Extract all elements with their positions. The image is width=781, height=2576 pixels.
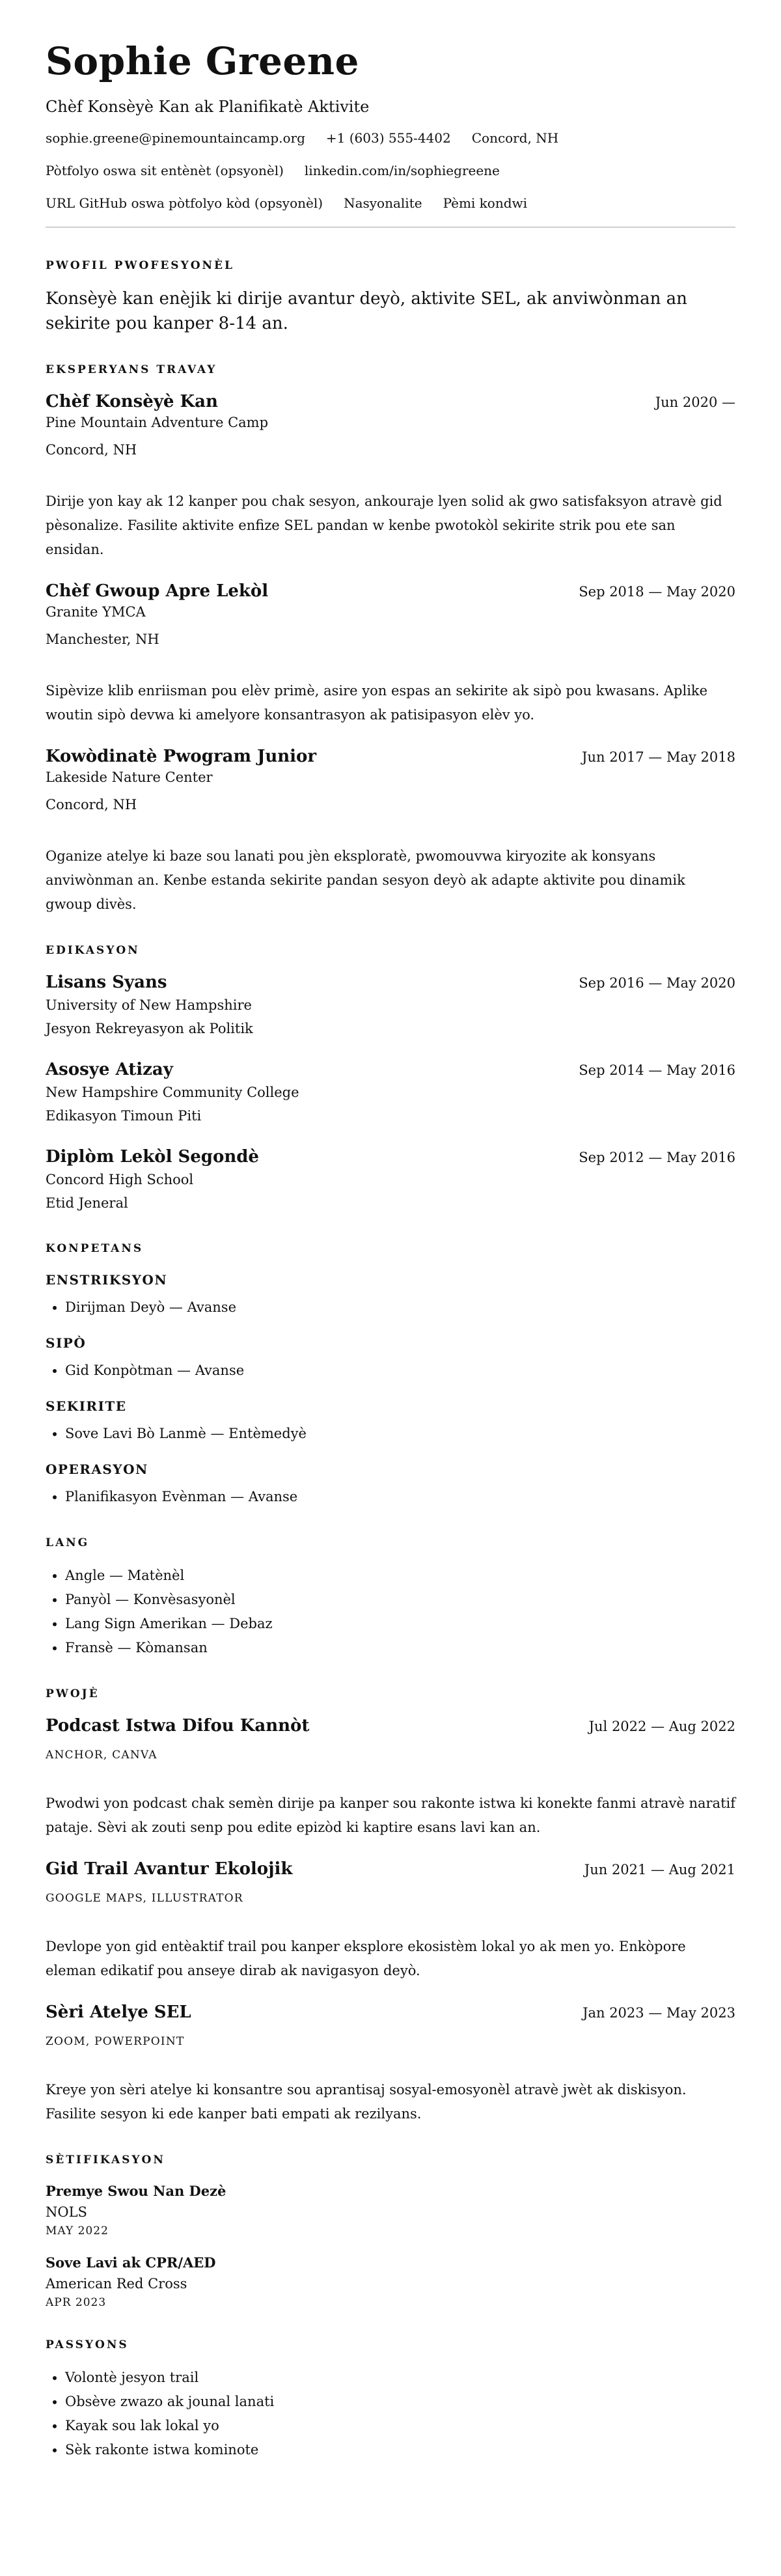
certification-name: Sove Lavi ak CPR/AED [46, 2254, 216, 2271]
job-dates: Jun 2020 — [655, 395, 735, 410]
project-title: Podcast Istwa Difou Kannòt [46, 1716, 310, 1736]
section-heading-education: EDIKASYON [46, 944, 140, 957]
project-tools: ZOOM, POWERPOINT [46, 2035, 185, 2048]
project-title: Sèri Atelye SEL [46, 2002, 191, 2022]
skill-item: • Gid Konpòtman — Avanse [65, 1359, 735, 1383]
language-item: • Fransè — Kòmansan [65, 1636, 735, 1660]
job-organization: Granite YMCA [46, 604, 146, 620]
job-dates: Jun 2017 — May 2018 [582, 749, 735, 765]
project-dates: Jun 2021 — Aug 2021 [584, 1862, 735, 1877]
degree-title: Diplòm Lekòl Segondè [46, 1147, 259, 1167]
skill-group [46, 1459, 735, 1509]
certifications-section [46, 2152, 735, 2311]
interest-item: • Obsève zwazo ak jounal lanati [65, 2390, 735, 2414]
project-description: Devlope yon gid entèaktif trail pou kanper eksplore ekosistèm lokal yo ak men yo. Enkòpore eleman edikatif pou anseye dirab ak navigasyon deyò. [46, 1939, 686, 1978]
certification-name: Premye Swou Nan Dezè [46, 2183, 226, 2199]
candidate-name: Sophie Greene [46, 39, 359, 83]
school-name: New Hampshire Community College [46, 1085, 299, 1100]
experience-item [46, 391, 735, 562]
section-heading-languages: LANG [46, 1536, 90, 1549]
interests-section [46, 2337, 735, 2462]
resume-header [46, 38, 735, 212]
section-heading-summary: PWOFIL PWOFESYONÈL [46, 259, 234, 272]
degree-title: Lisans Syans [46, 973, 167, 992]
certification-date: APR 2023 [46, 2296, 107, 2309]
language-item: • Lang Sign Amerikan — Debaz [65, 1612, 735, 1636]
education-item [46, 1059, 735, 1128]
education-dates: Sep 2012 — May 2016 [579, 1150, 735, 1165]
certification-item [46, 2252, 735, 2311]
contact-portfolio[interactable]: Pòtfolyo oswa sit entènèt (opsyonèl) [46, 163, 284, 178]
skill-group-title: SEKIRITE [46, 1398, 127, 1414]
job-title: Chèf Konsèyè Kan [46, 392, 218, 411]
header-divider [46, 227, 735, 228]
project-dates: Jan 2023 — May 2023 [582, 2005, 735, 2021]
job-location: Manchester, NH [46, 631, 159, 647]
education-dates: Sep 2014 — May 2016 [579, 1062, 735, 1078]
language-item: • Panyòl — Konvèsasyonèl [65, 1588, 735, 1612]
summary-text: Konsèyè kan enèjik ki dirije avantur deyò, aktivite SEL, ak anviwònman an sekirite pou kanper 8-14 an. [46, 289, 687, 333]
skill-item: • Sove Lavi Bò Lanmè — Entèmedyè [65, 1422, 735, 1446]
skill-item: • Planifikasyon Evènman — Avanse [65, 1485, 735, 1509]
section-heading-experience: EKSPERYANS TRAVAY [46, 363, 217, 376]
job-title: Chèf Gwoup Apre Lekòl [46, 581, 269, 601]
project-description: Pwodwi yon podcast chak semèn dirije pa kanper sou rakonte istwa ki konekte fanmi atravè naratif pataje. Sèvi ak zouti senp pou edite epizòd ki kaptire esans lavi kan an. [46, 1795, 735, 1835]
section-heading-certifications: SÈTIFIKASYON [46, 2154, 165, 2167]
skills-section [46, 1241, 735, 1509]
job-organization: Lakeside Nature Center [46, 769, 213, 785]
education-dates: Sep 2016 — May 2020 [579, 975, 735, 991]
project-tools: GOOGLE MAPS, ILLUSTRATOR [46, 1892, 243, 1905]
skill-group-title: ENSTRIKSYON [46, 1272, 168, 1288]
contact-info [46, 129, 735, 212]
skill-group [46, 1269, 735, 1320]
projects-section [46, 1686, 735, 2126]
skill-group [46, 1333, 735, 1383]
experience-item [46, 580, 735, 727]
job-organization: Pine Mountain Adventure Camp [46, 415, 269, 430]
certification-date: MAY 2022 [46, 2224, 109, 2237]
skill-item: • Dirijman Deyò — Avanse [65, 1295, 735, 1320]
project-item [46, 1715, 735, 1840]
project-item [46, 1858, 735, 1983]
experience-item [46, 745, 735, 917]
language-item: • Angle — Matènèl [65, 1564, 735, 1588]
job-description: Sipèvize klib enriisman pou elèv primè, asire yon espas an sekirite ak sipò pou kwasans. Aplike woutin sipò devwa ki amelyore konsantrasyon ak patisipasyon elèv yo. [46, 683, 708, 723]
interests-list [46, 2366, 735, 2462]
job-location: Concord, NH [46, 442, 137, 458]
contact-linkedin[interactable]: linkedin.com/in/sophiegreene [304, 163, 500, 178]
interest-item: • Kayak sou lak lokal yo [65, 2414, 735, 2438]
education-item [46, 1146, 735, 1215]
project-title: Gid Trail Avantur Ekolojik [46, 1859, 293, 1879]
job-dates: Sep 2018 — May 2020 [579, 584, 735, 600]
project-tools: ANCHOR, CANVA [46, 1749, 158, 1762]
contact-phone[interactable]: +1 (603) 555-4402 [325, 130, 451, 146]
interest-item: • Sèk rakonte istwa kominote [65, 2438, 735, 2462]
section-heading-projects: PWOJÈ [46, 1687, 100, 1700]
contact-location: Concord, NH [471, 130, 559, 146]
summary-section [46, 258, 735, 336]
certification-issuer: NOLS [46, 2204, 87, 2220]
project-item [46, 2001, 735, 2126]
section-heading-interests: PASSYONS [46, 2338, 129, 2351]
contact-email[interactable]: sophie.greene@pinemountaincamp.org [46, 130, 305, 146]
school-name: Concord High School [46, 1172, 194, 1187]
certification-issuer: American Red Cross [46, 2276, 187, 2292]
education-item [46, 971, 735, 1040]
study-field: Jesyon Rekreyasyon ak Politik [46, 1021, 253, 1036]
study-field: Etid Jeneral [46, 1195, 128, 1211]
section-heading-skills: KONPETANS [46, 1242, 144, 1255]
skill-group [46, 1396, 735, 1446]
contact-github[interactable]: URL GitHub oswa pòtfolyo kòd (opsyonèl) [46, 195, 323, 211]
job-location: Concord, NH [46, 797, 137, 812]
school-name: University of New Hampshire [46, 997, 252, 1013]
job-description: Oganize atelye ki baze sou lanati pou jèn eksploratè, pwomouvwa kiryozite ak konsyans anviwònman an. Kenbe estanda sekirite pandan sesyon deyò ak adapte aktivite pou dinamik gwoup divès. [46, 848, 685, 912]
education-section [46, 943, 735, 1215]
job-title: Kowòdinatè Pwogram Junior [46, 747, 317, 766]
languages-section [46, 1535, 735, 1660]
candidate-title: Chèf Konsèyè Kan ak Planifikatè Aktivite [46, 98, 370, 116]
project-description: Kreye yon sèri atelye ki konsantre sou aprantisaj sosyal-emosyonèl atravè jwèt ak diskisyon. Fasilite sesyon ki ede kanper bati empati ak rezilyans. [46, 2082, 687, 2122]
skill-group-title: SIPÒ [46, 1335, 87, 1351]
experience-section [46, 362, 735, 917]
project-dates: Jul 2022 — Aug 2022 [588, 1719, 735, 1734]
languages-list [46, 1564, 735, 1660]
study-field: Edikasyon Timoun Piti [46, 1108, 202, 1124]
contact-nationality: Nasyonalite [344, 195, 422, 211]
job-description: Dirije yon kay ak 12 kanper pou chak sesyon, ankouraje lyen solid ak gwo satisfaksyon atravè gid pèsonalize. Fasilite aktivite enfize SEL pandan w kenbe pwotokòl sekirite strik pou ete san ensidan. [46, 493, 722, 557]
certification-item [46, 2181, 735, 2239]
contact-license: Pèmi kondwi [443, 195, 528, 211]
degree-title: Asosye Atizay [46, 1060, 173, 1079]
skill-group-title: OPERASYON [46, 1461, 148, 1477]
interest-item: • Volontè jesyon trail [65, 2366, 735, 2390]
